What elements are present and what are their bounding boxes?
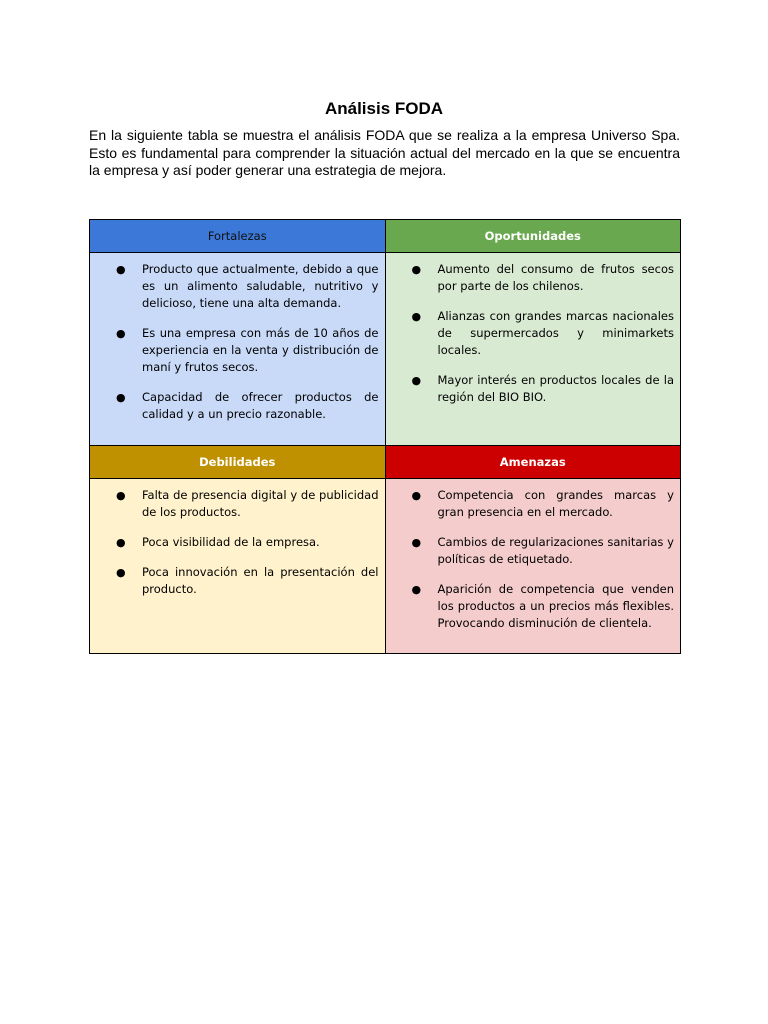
fortalezas-list bbox=[90, 253, 385, 431]
list-item-text: Poca innovación en la presentación del producto. bbox=[142, 565, 379, 596]
bullet-icon: ● bbox=[411, 310, 422, 323]
oportunidades-list bbox=[386, 253, 681, 414]
fortalezas-header: Fortalezas bbox=[90, 220, 386, 253]
bullet-icon: ● bbox=[116, 566, 126, 579]
bullet-icon: ● bbox=[411, 536, 422, 549]
oportunidades-header: Oportunidades bbox=[385, 220, 681, 253]
bullet-icon: ● bbox=[116, 489, 126, 502]
list-item bbox=[412, 261, 675, 295]
bullet-icon: ● bbox=[411, 583, 422, 596]
list-item-text: Capacidad de ofrecer productos de calidad y a un precio razonable. bbox=[142, 390, 379, 421]
list-item-text: Aparición de competencia que venden los productos a un precios más flexibles. Provocando disminución de clientela. bbox=[437, 582, 674, 630]
list-item bbox=[412, 534, 675, 568]
bullet-icon: ● bbox=[411, 489, 422, 502]
list-item bbox=[412, 581, 675, 632]
list-item-text: Aumento del consumo de frutos secos por parte de los chilenos. bbox=[437, 262, 674, 293]
bullet-icon: ● bbox=[116, 391, 126, 404]
intro-paragraph: En la siguiente tabla se muestra el análisis FODA que se realiza a la empresa Universo Spa. Esto es fundamental para comprender la situación actual del mercado en la que se encuentra la empresa y así poder generar una estrategia de mejora. bbox=[89, 127, 680, 178]
bullet-icon: ● bbox=[116, 536, 126, 549]
list-item bbox=[412, 308, 675, 359]
document-title: Análisis FODA bbox=[324, 99, 444, 118]
list-item-text: Producto que actualmente, debido a que es un alimento saludable, nutritivo y delicioso, tiene una alta demanda. bbox=[142, 262, 379, 310]
list-item-text: Alianzas con grandes marcas nacionales de supermercados y minimarkets locales. bbox=[437, 309, 674, 357]
list-item bbox=[116, 261, 379, 312]
list-item-text: Cambios de regularizaciones sanitarias y políticas de etiquetado. bbox=[437, 535, 674, 566]
list-item bbox=[116, 325, 379, 376]
bullet-icon: ● bbox=[116, 327, 126, 340]
bullet-icon: ● bbox=[116, 263, 126, 276]
foda-table bbox=[89, 219, 681, 654]
list-item bbox=[116, 534, 379, 551]
bullet-icon: ● bbox=[411, 374, 422, 387]
list-item-text: Es una empresa con más de 10 años de experiencia en la venta y distribución de maní y frutos secos. bbox=[142, 326, 379, 374]
list-item bbox=[116, 487, 379, 521]
amenazas-list bbox=[386, 479, 681, 640]
fortalezas-cell bbox=[90, 253, 386, 446]
list-item-text: Poca visibilidad de la empresa. bbox=[142, 535, 320, 549]
list-item bbox=[116, 389, 379, 423]
amenazas-cell bbox=[385, 479, 681, 654]
list-item-text: Falta de presencia digital y de publicidad de los productos. bbox=[142, 488, 379, 519]
list-item bbox=[116, 564, 379, 598]
list-item bbox=[412, 487, 675, 521]
list-item-text: Competencia con grandes marcas y gran presencia en el mercado. bbox=[437, 488, 674, 519]
list-item bbox=[412, 372, 675, 406]
debilidades-list bbox=[90, 479, 385, 606]
amenazas-header: Amenazas bbox=[385, 446, 681, 479]
body-row-top bbox=[90, 253, 681, 446]
debilidades-cell bbox=[90, 479, 386, 654]
body-row-bottom bbox=[90, 479, 681, 654]
debilidades-header: Debilidades bbox=[90, 446, 386, 479]
bullet-icon: ● bbox=[411, 263, 422, 276]
header-row-top bbox=[90, 220, 681, 253]
list-item-text: Mayor interés en productos locales de la región del BIO BIO. bbox=[437, 373, 674, 404]
header-row-bottom bbox=[90, 446, 681, 479]
oportunidades-cell bbox=[385, 253, 681, 446]
